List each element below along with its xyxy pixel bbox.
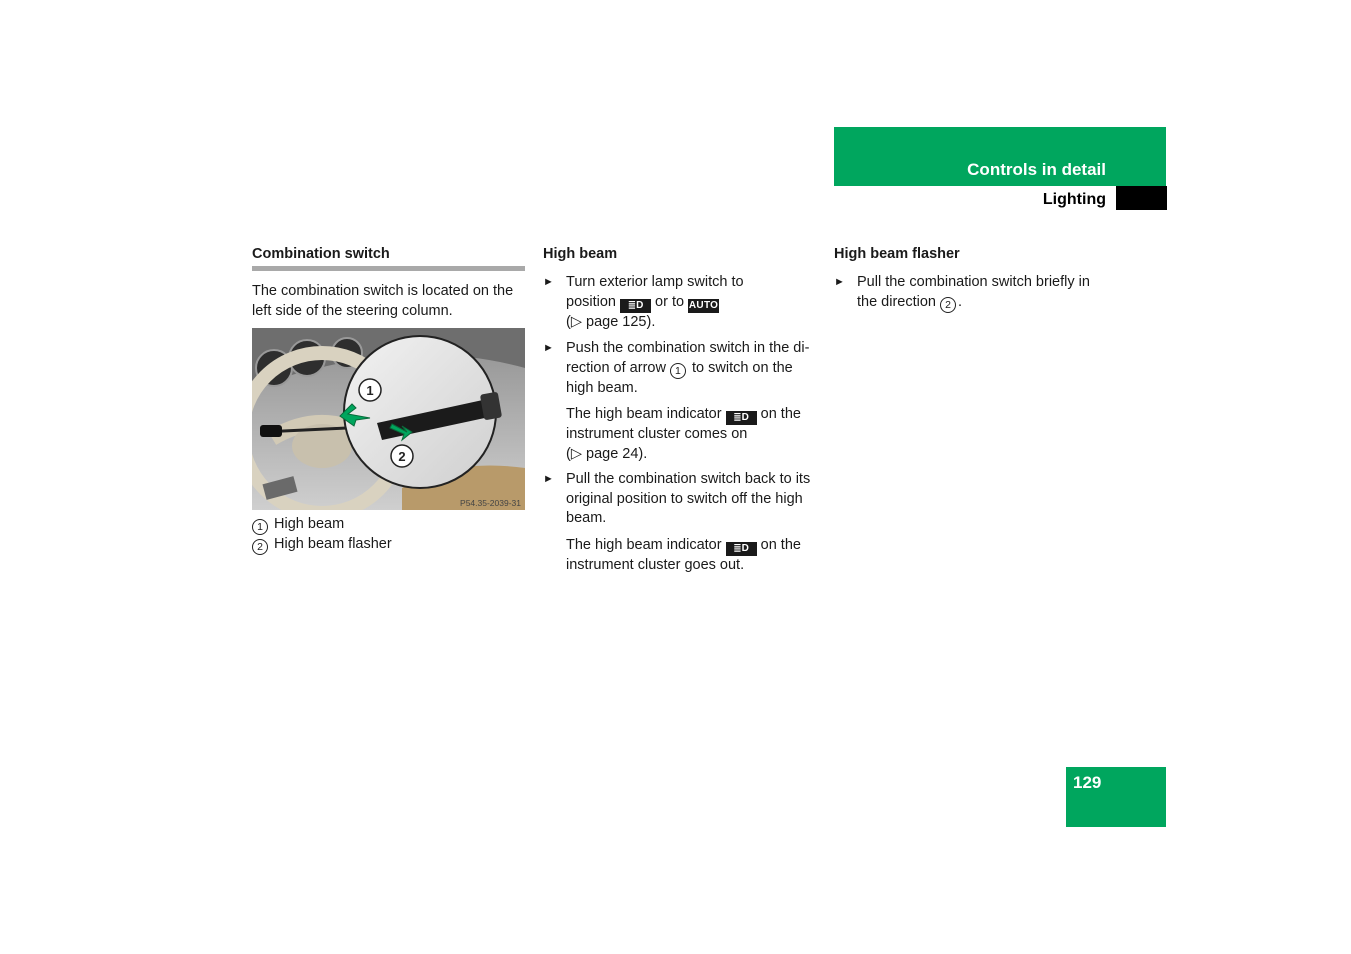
step-text: Pull the combination switch back to its bbox=[566, 471, 811, 487]
note-text: The high beam indicator ≣D on the bbox=[566, 406, 801, 423]
step-text: Turn exterior lamp switch to bbox=[566, 274, 744, 290]
note-text: instrument cluster goes out. bbox=[566, 557, 745, 573]
callout-1: 1 bbox=[366, 383, 374, 398]
heading-combination-switch: Combination switch bbox=[252, 246, 390, 262]
step-text: beam. bbox=[566, 510, 607, 526]
combination-switch-figure bbox=[252, 328, 525, 510]
legend-label: High beam flasher bbox=[274, 536, 392, 552]
heading-high-beam-flasher: High beam flasher bbox=[834, 246, 960, 262]
step-text: rection of arrow 1 to switch on the bbox=[566, 359, 793, 377]
step-pull-switch-back bbox=[543, 470, 810, 529]
step-push-combination-switch bbox=[543, 339, 809, 398]
note-indicator-off bbox=[566, 536, 801, 576]
high-beam-indicator-icon: ≣D bbox=[726, 411, 757, 425]
high-beam-indicator-icon: ≣D bbox=[726, 542, 757, 556]
note-text: The high beam indicator ≣D on the bbox=[566, 537, 801, 554]
note-text: instrument cluster comes on bbox=[566, 426, 748, 442]
page-reference: (▷ page 125). bbox=[566, 313, 656, 330]
bullet-icon: ► bbox=[543, 342, 554, 354]
callout-2: 2 bbox=[398, 449, 406, 464]
step-text: high beam. bbox=[566, 379, 638, 396]
step-text: position ≣D or to AUTO bbox=[566, 293, 719, 311]
high-beam-icon: ≣D bbox=[620, 299, 651, 313]
steering-column-illustration bbox=[252, 328, 525, 510]
step-text: original position to switch off the high bbox=[566, 490, 803, 507]
bullet-icon: ► bbox=[834, 276, 845, 288]
legend-item bbox=[252, 535, 392, 555]
step-text: Push the combination switch in the di- bbox=[566, 340, 810, 356]
section-marker bbox=[1116, 186, 1167, 210]
figure-legend bbox=[252, 515, 392, 555]
note-indicator-on bbox=[566, 405, 801, 464]
step-text: the direction 2 . bbox=[857, 293, 963, 311]
circled-number: 1 bbox=[670, 363, 686, 379]
page-number: 129 bbox=[1073, 773, 1102, 792]
step-turn-lamp-switch bbox=[543, 273, 744, 332]
legend-number: 2 bbox=[252, 539, 268, 555]
auto-icon: AUTO bbox=[688, 299, 719, 311]
bullet-icon: ► bbox=[543, 276, 554, 288]
intro-text: The combination switch is located on the left side of the steering column. bbox=[252, 283, 514, 319]
chapter-title: Controls in detail bbox=[967, 160, 1106, 179]
bullet-icon: ► bbox=[543, 473, 554, 485]
step-text: Pull the combination switch briefly in bbox=[857, 274, 1090, 290]
heading-high-beam: High beam bbox=[543, 246, 618, 262]
heading-rule bbox=[252, 266, 525, 271]
section-title: Lighting bbox=[1042, 191, 1106, 208]
legend-number: 1 bbox=[252, 519, 268, 535]
circled-number: 2 bbox=[940, 297, 956, 313]
step-pull-briefly bbox=[834, 273, 1090, 313]
page-reference: (▷ page 24). bbox=[566, 445, 648, 462]
legend-item bbox=[252, 515, 392, 535]
figure-code: P54.35-2039-31 bbox=[460, 498, 521, 508]
legend-label: High beam bbox=[274, 516, 345, 532]
